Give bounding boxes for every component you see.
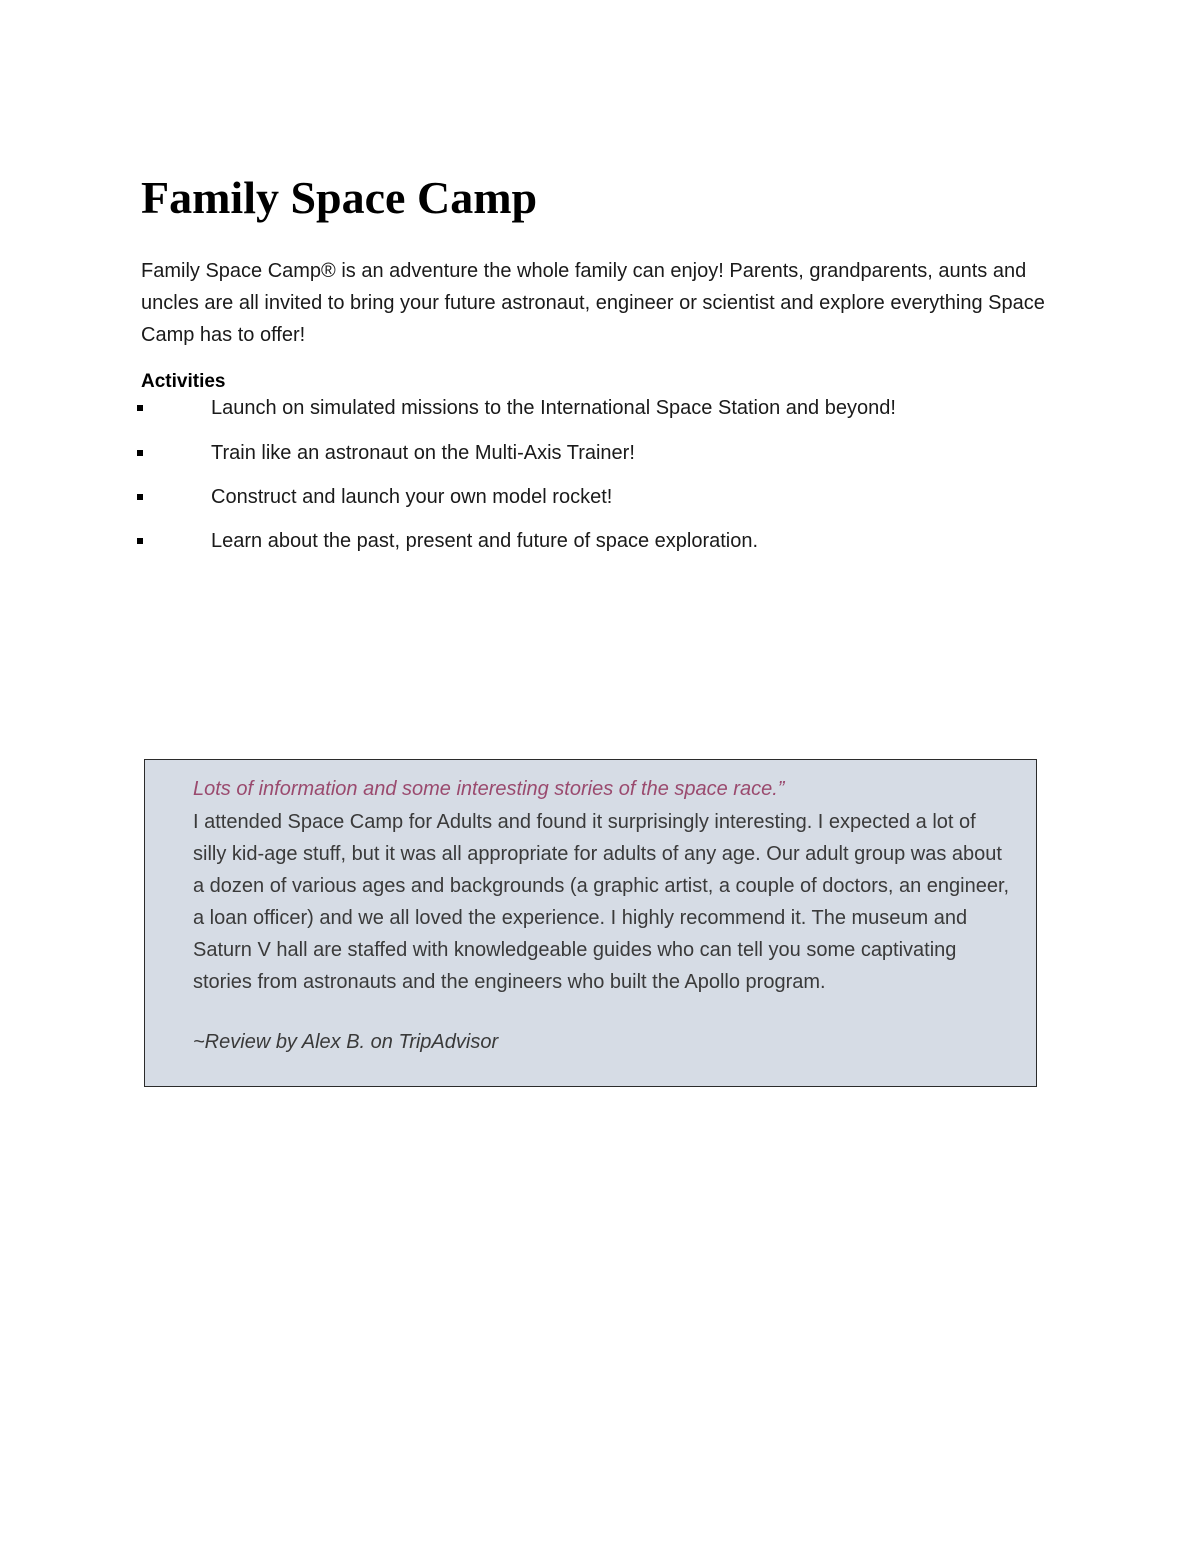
activities-heading: Activities xyxy=(141,371,226,392)
square-bullet-icon xyxy=(137,450,143,456)
square-bullet-icon xyxy=(137,538,143,544)
activity-text: Launch on simulated missions to the International Space Station and beyond! xyxy=(211,397,896,419)
list-item xyxy=(0,526,1000,556)
review-body: I attended Space Camp for Adults and found it surprisingly interesting. I expected a lot of silly kid-age stuff, but it was all appropriate for adults of any age. Our adult group was about a dozen of various ages and backgrounds (a graphic artist, a couple of doctors, an engineer, a loan officer) and we all loved the experience. I highly recommend it. The museum and Saturn V hall are staffed with knowledgeable guides who can tell you some captivating stories from astronauts and the engineers who built the Apollo program. xyxy=(193,811,1010,993)
activity-text: Train like an astronaut on the Multi-Axis Trainer! xyxy=(211,442,635,464)
list-item xyxy=(0,393,1000,423)
intro-paragraph: Family Space Camp® is an adventure the whole family can enjoy! Parents, grandparents, aunts and uncles are all invited to bring your future astronaut, engineer or scientist and explore everything Space Camp has to offer! xyxy=(141,260,1045,346)
review-attribution: ~Review by Alex B. on TripAdvisor xyxy=(193,1031,499,1053)
square-bullet-icon xyxy=(137,405,143,411)
review-quote-box xyxy=(144,759,1037,1087)
list-item xyxy=(0,438,1000,468)
review-headline: Lots of information and some interesting stories of the space race.” xyxy=(193,778,785,800)
page-title: Family Space Camp xyxy=(141,172,538,223)
list-item xyxy=(0,482,1000,512)
square-bullet-icon xyxy=(137,494,143,500)
activity-text: Construct and launch your own model rocket! xyxy=(211,486,613,508)
activity-text: Learn about the past, present and future of space exploration. xyxy=(211,530,759,552)
